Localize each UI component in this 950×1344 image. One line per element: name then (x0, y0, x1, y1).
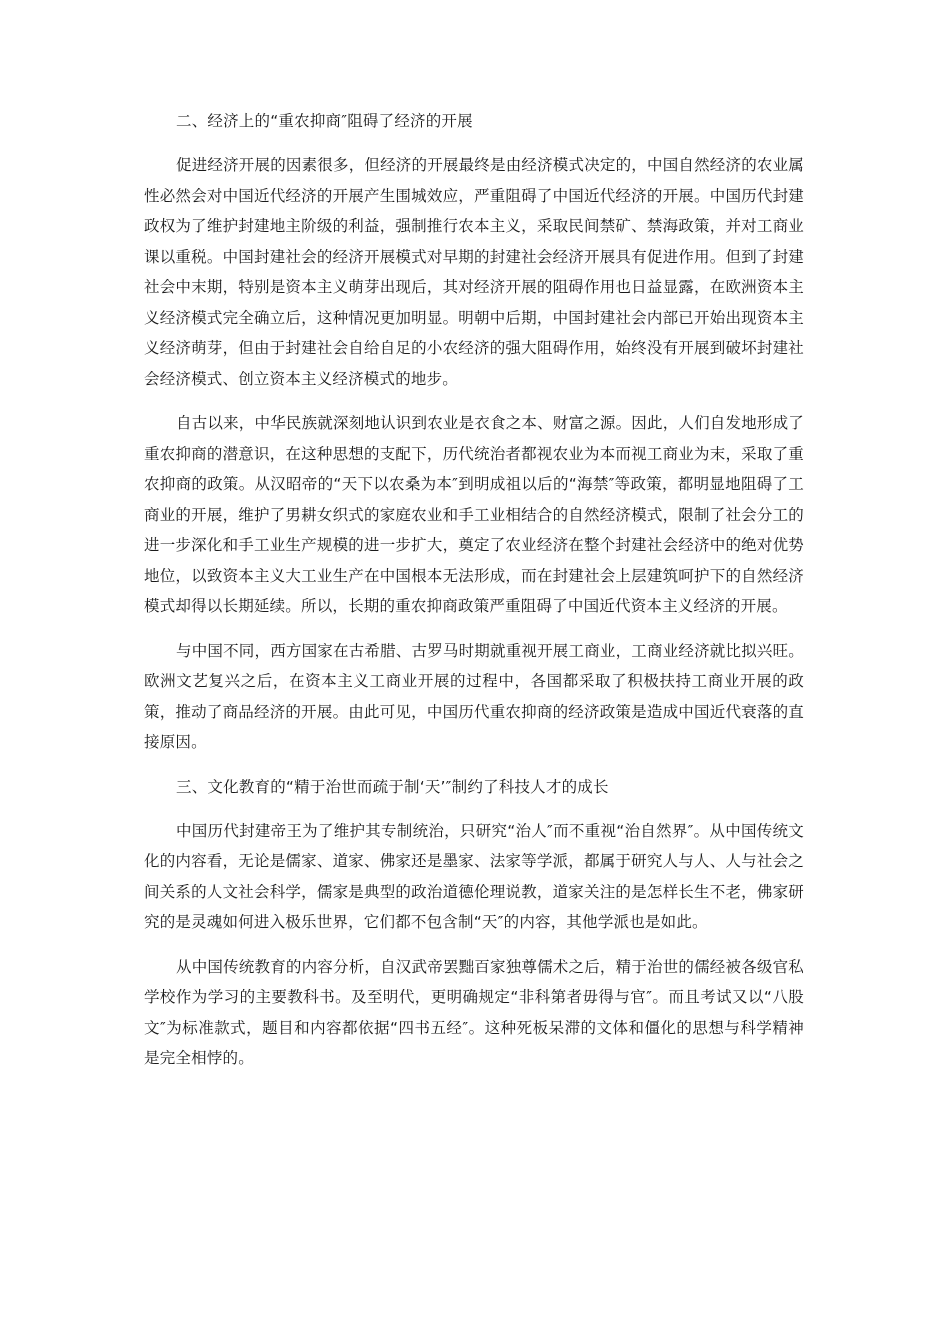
document-page (144, 106, 804, 1088)
section-heading-3: 三、文化教育的“精于治世而疏于制‘天’″制约了科技人才的成长 (176, 777, 609, 796)
paragraph-2: 自古以来，中华民族就深刻地认识到农业是衣食之本、财富之源。因此，人们自发地形成了重农抑商的潜意识，在这种思想的支配下，历代统治者都视农业为本而视工商业为末，采取了重农抑商的政策。从汉昭帝的“天下以农桑为本″到明成祖以后的“海禁″等政策，都明显地阻碍了工商业的开展，维护了男耕女织式的家庭农业和手工业相结合的自然经济模式，限制了社会分工的进一步深化和手工业生产规模的进一步扩大，奠定了农业经济在整个封建社会经济中的绝对优势地位，以致资本主义大工业生产在中国根本无法形成，而在封建社会上层建筑呵护下的自然经济模式却得以长期延续。所以，长期的重农抑商政策严重阻碍了中国近代资本主义经济的开展。 (144, 414, 805, 615)
paragraph-1: 促进经济开展的因素很多，但经济的开展最终是由经济模式决定的，中国自然经济的农业属性必然会对中国近代经济的开展产生围城效应，严重阻碍了中国近代经济的开展。中国历代封建政权为了维护封建地主阶级的利益，强制推行农本主义，采取民间禁矿、禁海政策，并对工商业课以重税。中国封建社会的经济开展模式对早期的封建社会经济开展具有促进作用。但到了封建社会中末期，特别是资本主义萌芽出现后，其对经济开展的阻碍作用也日益显露，在欧洲资本主义经济模式完全确立后，这种情况更加明显。明朝中后期，中国封建社会内部已开始出现资本主义经济萌芽，但由于封建社会自给自足的小农经济的强大阻碍作用，始终没有开展到破坏封建社会经济模式、创立资本主义经济模式的地步。 (144, 156, 805, 388)
paragraph-5: 从中国传统教育的内容分析，自汉武帝罢黜百家独尊儒术之后，精于治世的儒经被各级官私学校作为学习的主要教科书。及至明代，更明确规定“非科第者毋得与官″。而且考试又以“八股文″为标准款式，题目和内容都依据“四书五经″。这种死板呆滞的文体和僵化的思想与科学精神是完全相悖的。 (144, 957, 805, 1067)
section-heading-2: 二、经济上的“重农抑商″阻碍了经济的开展 (176, 112, 473, 130)
paragraph-3: 与中国不同，西方国家在古希腊、古罗马时期就重视开展工商业，工商业经济就比拟兴旺。欧洲文艺复兴之后，在资本主义工商业开展的过程中，各国都采取了积极扶持工商业开展的政策，推动了商品经济的开展。由此可见，中国历代重农抑商的经济政策是造成中国近代衰落的直接原因。 (144, 641, 805, 751)
paragraph-4: 中国历代封建帝王为了维护其专制统治，只研究“治人″而不重视“治自然界″。从中国传统文化的内容看，无论是儒家、道家、佛家还是墨家、法家等学派，都属于研究人与人、人与社会之间关系的人文社会科学，儒家是典型的政治道德伦理说教，道家关注的是怎样长生不老，佛家研究的是灵魂如何进入极乐世界，它们都不包含制“天″的内容，其他学派也是如此。 (144, 821, 804, 931)
